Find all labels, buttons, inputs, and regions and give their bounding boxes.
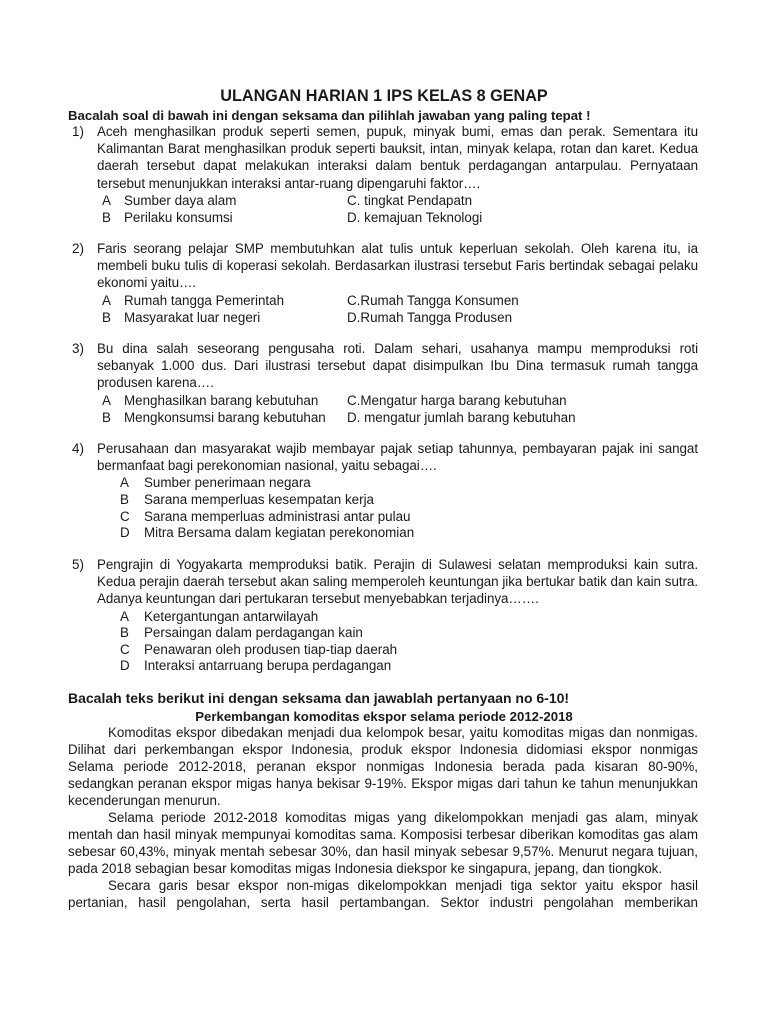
- answer-options: [102, 292, 698, 326]
- option-text: Rumah Tangga Produsen: [360, 309, 513, 325]
- option-text: Perilaku konsumsi: [124, 210, 233, 225]
- option-key: D: [120, 658, 130, 674]
- passage-paragraph: Komoditas ekspor dibedakan menjadi dua kelompok besar, yaitu komoditas migas dan nonmigas. Dilihat dari perkembangan ekspor Indonesia, produk ekspor Indonesia didomiasi ekspor nonmigas Selama periode 2012-2018, peranan ekspor nonmigas Indonesia berada pada kisaran 80-90%, sedangkan peranan ekspor migas hanya bekisar 9-19%. Ekspor migas dari tahun ke tahun menunjukkan kecenderungan menurun.: [68, 725, 698, 808]
- option-key: A: [102, 392, 111, 408]
- option-key: B: [120, 625, 129, 641]
- option-key: C: [120, 641, 130, 657]
- option-key: B: [102, 309, 111, 325]
- question-3: [72, 340, 698, 426]
- option-text: Menghasilkan barang kebutuhan: [124, 392, 319, 408]
- option-c[interactable]: [347, 292, 519, 309]
- option-text: Persaingan dalam perdagangan kain: [144, 625, 363, 641]
- option-d[interactable]: [120, 657, 698, 674]
- option-key: C.: [347, 192, 361, 208]
- question-2: [72, 240, 698, 326]
- option-text: kemajuan Teknologi: [364, 210, 483, 225]
- section-heading: Bacalah teks berikut ini dengan seksama dan jawablah pertanyaan no 6-10!: [68, 690, 570, 706]
- option-c[interactable]: [120, 641, 698, 658]
- question-number: 1): [72, 124, 84, 139]
- option-text: Rumah Tangga Konsumen: [360, 292, 519, 308]
- question-text: Faris seorang pelajar SMP membutuhkan alat tulis untuk keperluan sekolah. Oleh karena itu, ia membeli buku tulis di koperasi sekolah. Berdasarkan ilustrasi tersebut Faris bertindak sebagai pelaku ekonomi yaitu….: [97, 241, 698, 291]
- question-text: Pengrajin di Yogyakarta memproduksi batik. Perajin di Sulawesi selatan memproduksi kain sutra. Kedua perajin daerah tersebut akan saling memperoleh keuntungan jika bertukar batik dan kain sutra. Adanya keuntungan dari pertukaran tersebut menyebabkan terjadinya…….: [97, 557, 698, 607]
- question-text: Bu dina salah seseorang pengusaha roti. Dalam sehari, usahanya mampu memproduksi roti sebanyak 1.000 dus. Dari ilustrasi tersebut dapat disimpulkan Ibu Dina termasuk rumah tangga produsen karena….: [97, 341, 698, 391]
- answer-options: [120, 474, 698, 540]
- option-key: C: [120, 508, 130, 524]
- option-text: Interaksi antarruang berupa perdagangan: [144, 658, 392, 674]
- option-key: D.: [347, 309, 361, 325]
- answer-options: [120, 608, 698, 674]
- question-text: Aceh menghasilkan produk seperti semen, pupuk, minyak bumi, emas dan perak. Sementara itu Kalimantan Barat menghasilkan produk seperti bauksit, intan, minyak kelapa, rotan dan karet. Kedua daerah tersebut dapat melakukan interaksi dalam bentuk perdagangan antarpulau. Pernyataan tersebut menunjukkan interaksi antar-ruang dipengaruhi faktor….: [97, 124, 698, 191]
- option-text: Sumber penerimaan negara: [144, 475, 311, 491]
- option-key: A: [120, 475, 129, 491]
- option-key: A: [102, 192, 111, 208]
- option-text: mengatur jumlah barang kebutuhan: [364, 409, 576, 425]
- reading-passage: [68, 724, 698, 911]
- option-text: Ketergantungan antarwilayah: [144, 608, 319, 624]
- option-key: B: [102, 409, 111, 425]
- option-d[interactable]: [347, 209, 482, 226]
- option-text: tingkat Pendapatn: [364, 192, 473, 208]
- option-a[interactable]: [120, 608, 698, 625]
- option-key: D: [120, 525, 130, 541]
- option-text: Sarana memperluas kesempatan kerja: [144, 492, 374, 507]
- option-c[interactable]: [347, 392, 567, 409]
- option-text: Penawaran oleh produsen tiap-tiap daerah: [144, 641, 398, 657]
- option-c[interactable]: [120, 508, 698, 525]
- option-b[interactable]: [120, 624, 698, 641]
- question-text: Perusahaan dan masyarakat wajib membayar pajak setiap tahunnya, pembayaran pajak ini sangat bermanfaat bagi perekonomian nasional, yaitu sebagai….: [97, 441, 698, 474]
- option-key: B: [120, 492, 129, 507]
- option-key: D.: [347, 210, 361, 225]
- option-d[interactable]: [120, 524, 698, 541]
- option-a[interactable]: [120, 474, 698, 491]
- question-1: [72, 123, 698, 226]
- option-text: Mengatur harga barang kebutuhan: [360, 392, 567, 408]
- question-number: 4): [72, 441, 84, 456]
- option-b[interactable]: [120, 491, 698, 508]
- option-key: A: [120, 608, 129, 624]
- exam-title: ULANGAN HARIAN 1 IPS KELAS 8 GENAP: [220, 87, 548, 105]
- passage-paragraph: Selama periode 2012-2018 komoditas migas yang dikelompokkan menjadi gas alam, minyak mentah dan hasil minyak mempunyai komoditas sama. Komposisi terbesar diberikan komoditas gas alam sebesar 60,43%, minyak mentah sebesar 30%, dan hasil minyak sebesar 9,57%. Menurut negara tujuan, pada 2018 sebagian besar komoditas migas Indonesia diekspor ke singapura, jepang, dan tiongkok.: [68, 810, 698, 876]
- option-text: Sumber daya alam: [124, 192, 237, 208]
- question-number: 5): [72, 557, 84, 572]
- option-key: D.: [347, 409, 361, 425]
- option-key: A: [102, 292, 111, 308]
- option-text: Mengkonsumsi barang kebutuhan: [124, 409, 326, 425]
- instruction-text: Bacalah soal di bawah ini dengan seksama dan pilihlah jawaban yang paling tepat !: [68, 108, 591, 123]
- option-text: Masyarakat luar negeri: [124, 309, 261, 325]
- option-text: Mitra Bersama dalam kegiatan perekonomian: [144, 525, 415, 541]
- option-d[interactable]: [347, 409, 576, 426]
- option-key: C.: [347, 292, 361, 308]
- question-5: [72, 556, 698, 674]
- option-key: B: [102, 210, 111, 225]
- question-number: 2): [72, 241, 84, 256]
- option-d[interactable]: [347, 309, 512, 326]
- question-4: [72, 440, 698, 541]
- passage-title: Perkembangan komoditas ekspor selama periode 2012-2018: [195, 709, 573, 724]
- answer-options: [102, 192, 698, 226]
- option-key: C.: [347, 392, 361, 408]
- option-text: Sarana memperluas administrasi antar pulau: [144, 508, 411, 524]
- option-text: Rumah tangga Pemerintah: [124, 292, 285, 308]
- question-number: 3): [72, 341, 84, 356]
- passage-paragraph: Secara garis besar ekspor non-migas dikelompokkan menjadi tiga sektor yaitu ekspor hasil pertanian, hasil pengolahan, serta hasil pertambangan. Sektor industri pengolahan memberikan: [68, 878, 698, 910]
- answer-options: [102, 392, 698, 426]
- option-c[interactable]: [347, 192, 472, 209]
